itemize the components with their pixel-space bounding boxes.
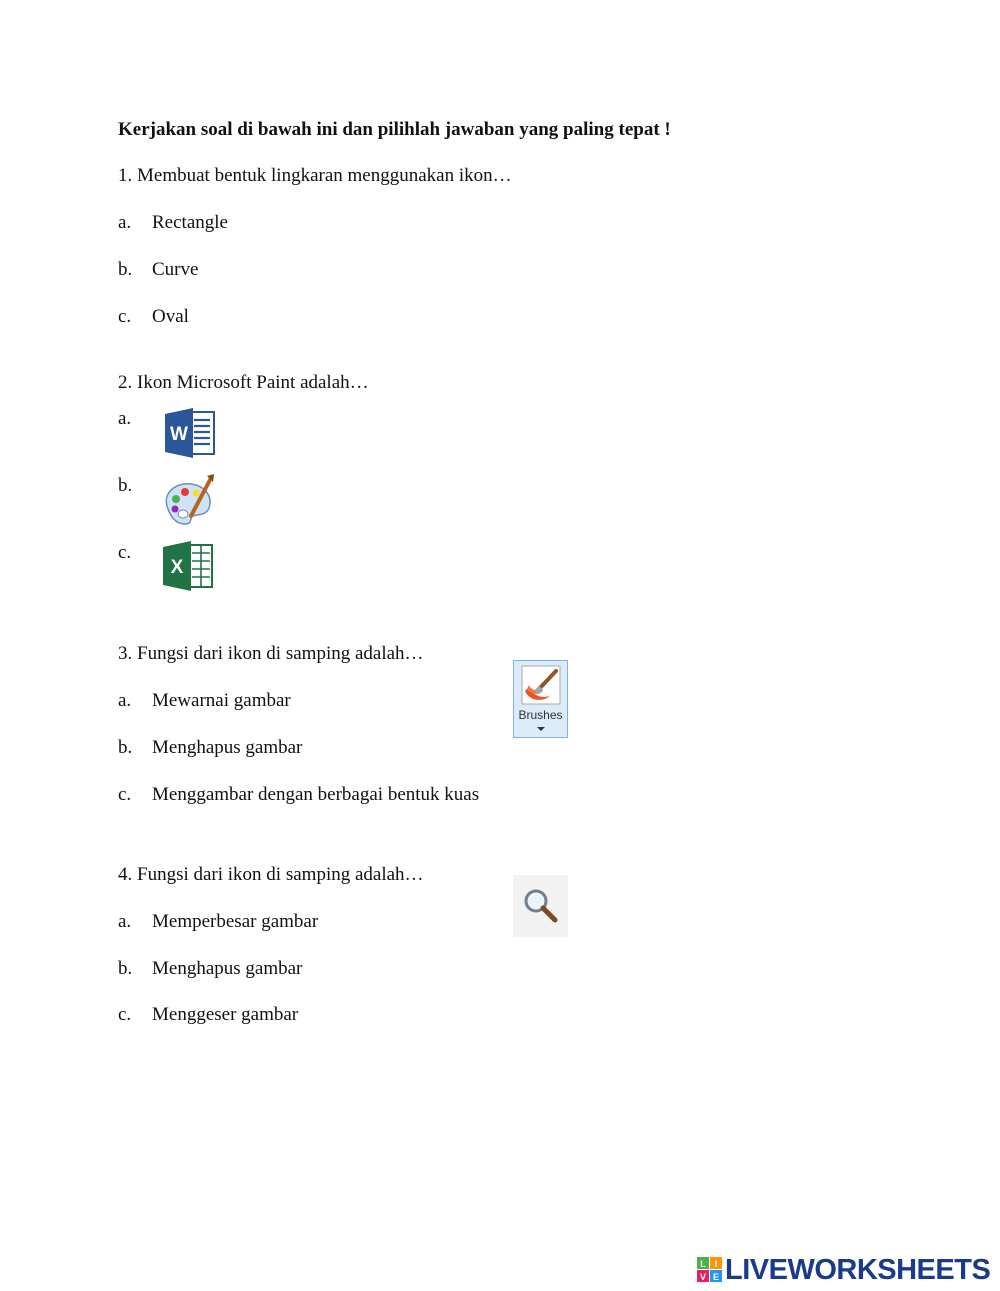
option-letter: b. [118,475,133,496]
option-text: Menghapus gambar [152,737,303,758]
magnifier-icon [513,875,568,937]
question-1-prompt: 1. Membuat bentuk lingkaran menggunakan ikon… [118,165,512,186]
option-text: Mewarnai gambar [152,690,291,711]
option-letter: c. [118,1004,132,1025]
option-letter: a. [118,690,132,711]
logo-letter-i: I [714,1259,718,1269]
liveworksheets-logo[interactable] [697,1252,990,1288]
word-icon [163,406,217,460]
live-blocks-icon [697,1257,723,1283]
option-letter: c. [118,784,132,805]
brush-graphic [521,665,561,705]
instruction-heading: Kerjakan soal di bawah ini dan pilihlah jawaban yang paling tepat ! [118,119,671,140]
option-text: Oval [152,306,189,327]
option-letter: b. [118,737,133,758]
svg-text:W: W [170,424,188,445]
logo-letter-v: V [699,1272,707,1282]
option-letter: a. [118,408,132,429]
logo-letter-l: L [700,1259,706,1269]
excel-icon [162,540,216,592]
question-3-prompt: 3. Fungsi dari ikon di samping adalah… [118,643,424,664]
option-letter: a. [118,911,132,932]
option-letter: b. [118,259,133,280]
svg-text:X: X [170,557,184,578]
option-letter: c. [118,306,132,327]
option-letter: a. [118,212,132,233]
logo-letter-e: E [712,1272,720,1282]
option-text: Menghapus gambar [152,958,303,979]
option-letter: c. [118,542,132,563]
brushes-icon [513,660,568,738]
chevron-down-icon [537,727,545,731]
brushes-label: Brushes [518,708,563,722]
brand-name: LIVEWORKSHEETS [725,1253,991,1286]
option-text: Memperbesar gambar [152,911,319,932]
option-text: Menggeser gambar [152,1004,299,1025]
option-text: Rectangle [152,212,228,233]
option-text: Menggambar dengan berbagai bentuk kuas [152,784,480,805]
magnifier-graphic [522,887,560,925]
paint-palette-icon [161,472,217,528]
option-letter: b. [118,958,133,979]
option-text: Curve [152,259,199,280]
question-2-prompt: 2. Ikon Microsoft Paint adalah… [118,372,369,393]
question-4-prompt: 4. Fungsi dari ikon di samping adalah… [118,864,424,885]
